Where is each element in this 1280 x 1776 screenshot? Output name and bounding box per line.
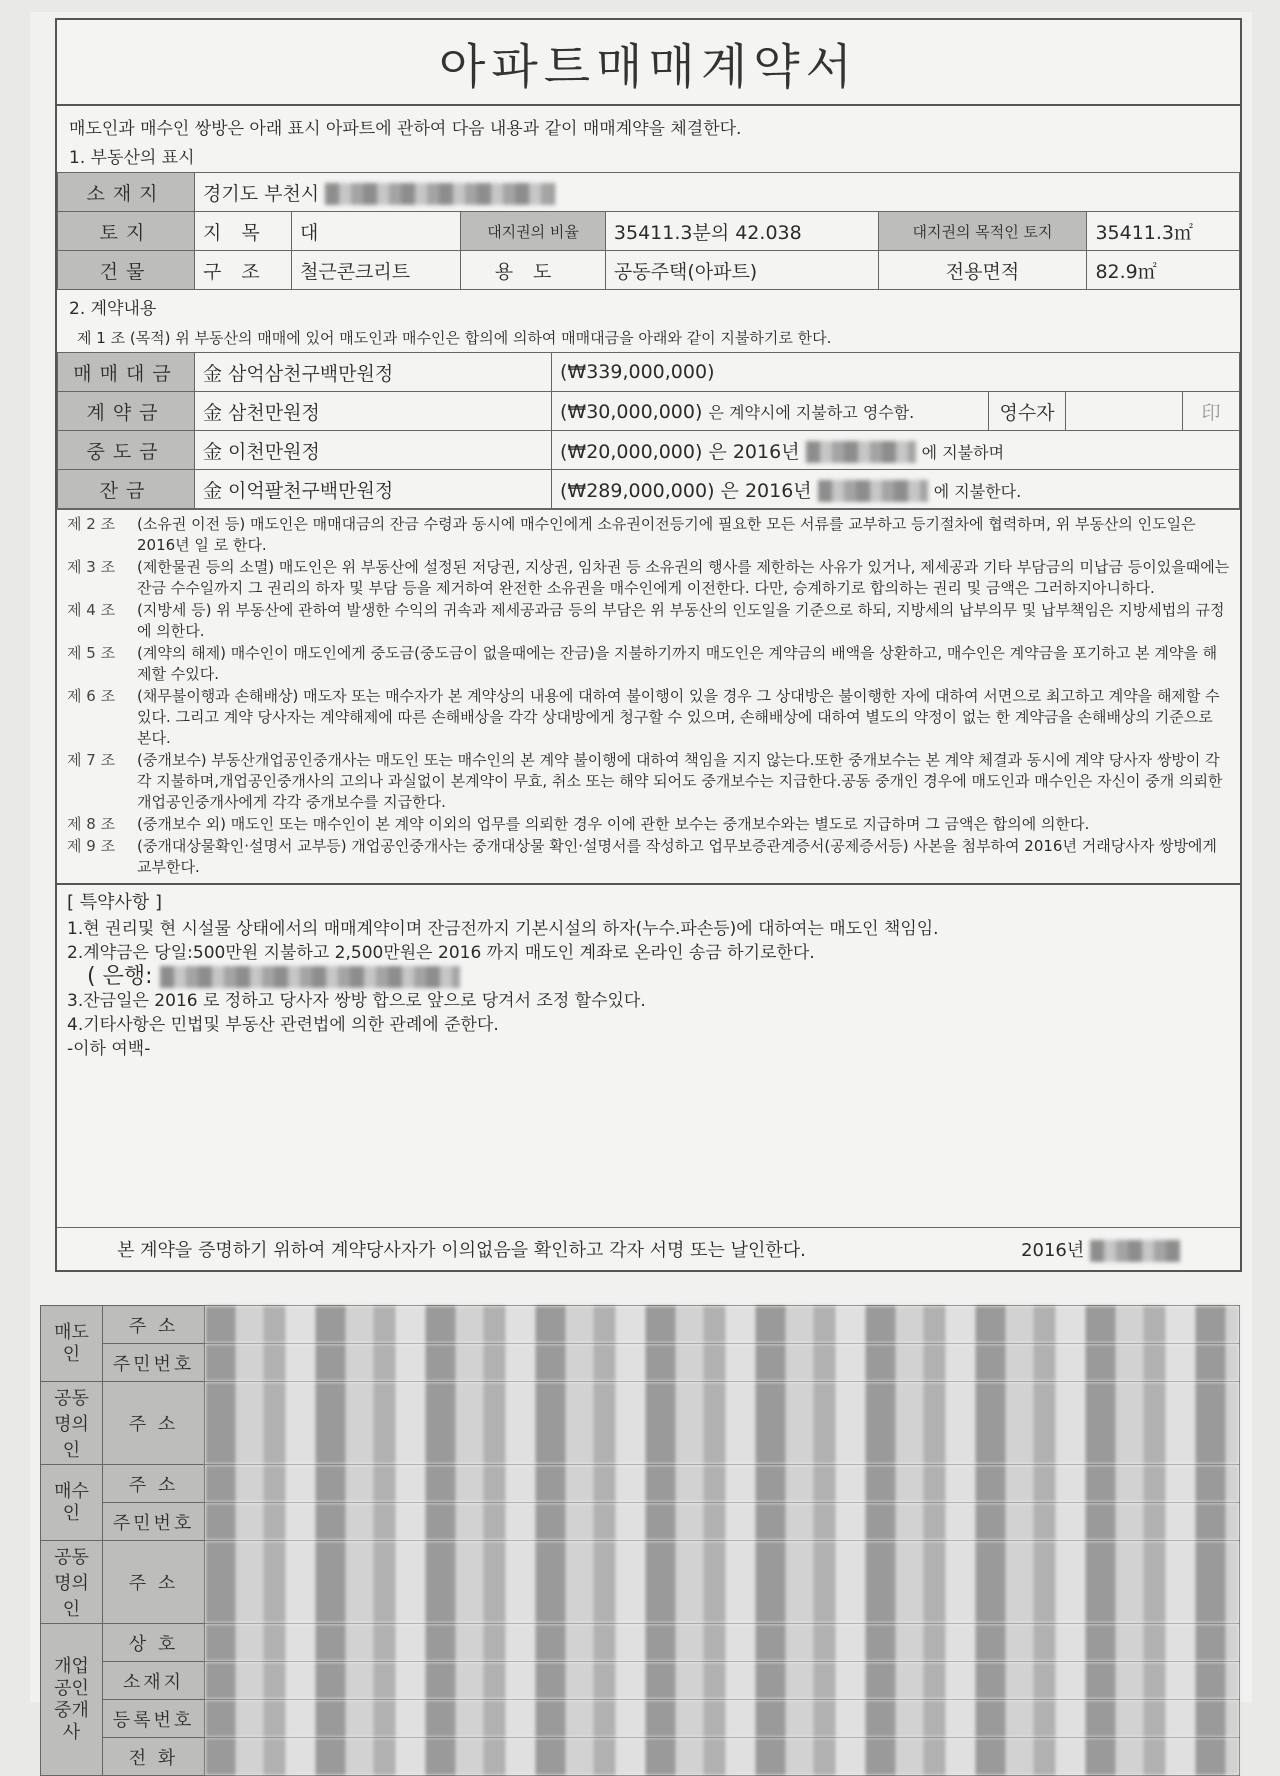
article-1: 제 1 조 (목적) 위 부동산의 매매에 있어 매도인과 매수인은 합의에 의하여 매매대금을 아래와 같이 지불하기로 한다.	[77, 329, 832, 347]
joint-owner-label: 공동명의인	[41, 1382, 103, 1465]
document-title: 아파트매매계약서	[57, 20, 1240, 106]
redacted-date	[818, 480, 928, 502]
field-label: 주 소	[103, 1306, 205, 1344]
ratio-label: 대지권의 비율	[461, 212, 606, 251]
receipt-signature	[1066, 392, 1183, 431]
redacted-field	[205, 1465, 1240, 1503]
land-right-value: 35411.3㎡	[1087, 212, 1240, 251]
clause: 제 3 조 (제한물권 등의 소멸) 매도인은 위 부동산에 설정된 저당권, 지상권, 임차권 등 소유권의 행사를 제한하는 사유가 있거나, 제세공과 기타 부담금의 미납금 등이있을때에는 잔금 수수일까지 그 권리의 하자 및 부담 등을 제거하여 완전한 소유권을 매수인에게 이전한다. 다만, 승계하기로 합의하는 권리 및 금액은 그러하지아니하다.	[67, 558, 1230, 597]
location-value: 경기도 부천시	[195, 173, 1240, 212]
seal-mark: 印	[1183, 392, 1240, 431]
clause: 제 8 조 (중개보수 외) 매도인 또는 매수인이 본 계약 이외의 업무를 의뢰한 경우 이에 관한 보수는 중개보수와는 별도로 지급하며 그 금액은 합의에 의한다.	[67, 815, 1090, 833]
payment-amount: (₩339,000,000)	[552, 353, 1240, 392]
redacted-field	[205, 1541, 1240, 1624]
payment-table	[57, 352, 1240, 509]
property-table	[57, 172, 1240, 290]
redacted-field	[205, 1738, 1240, 1776]
use-label: 용도	[461, 251, 606, 290]
land-category-value: 대	[292, 212, 461, 251]
contract-document	[55, 18, 1242, 1272]
location-label: 소재지	[58, 173, 195, 212]
field-label: 주 소	[103, 1541, 205, 1624]
redacted-field	[205, 1344, 1240, 1382]
clause: 제 5 조 (계약의 해제) 매수인이 매도인에게 중도금(중도금이 없을때에는 잔금)을 지불하기까지 매도인은 계약금의 배액을 상환하고, 매수인은 계약금을 포기하고 본 계약을 해제할 수있다.	[67, 644, 1218, 683]
redacted-date	[806, 441, 916, 463]
payment-label: 중도금	[58, 431, 195, 470]
special-line: ( 은행:	[67, 965, 1230, 989]
agent-label: 개업공인중개사	[41, 1624, 103, 1776]
field-label: 소재지	[103, 1662, 205, 1700]
redacted-field	[205, 1306, 1240, 1344]
receipt-label: 영수자	[989, 392, 1066, 431]
seller-label: 매도인	[41, 1306, 103, 1382]
land-label: 토지	[58, 212, 195, 251]
clause: 제 6 조 (채무불이행과 손해배상) 매도자 또는 매수자가 본 계약상의 내용에 대하여 불이행이 있을 경우 그 상대방은 불이행한 자에 대하여 서면으로 최고하고 계약을 해제할 수 있다. 그리고 계약 당사자는 계약해제에 따른 손해배상을 각각 상대방에게 청구할 수 있으며, 손해배상에 대하여 별도의 약정이 없는 한 계약금을 손해배상의 기준으로 본다.	[67, 687, 1220, 747]
field-label: 주 소	[103, 1382, 205, 1465]
building-label: 건물	[58, 251, 195, 290]
special-line: 1.현 권리및 현 시설물 상태에서의 매매계약이며 잔금전까지 기본시설의 하자(누수.파손등)에 대하여는 매도인 책임임.	[67, 919, 939, 939]
special-line: 3.잔금일은 2016 로 정하고 당사자 쌍방 합으로 앞으로 당겨서 조정 할수있다.	[67, 991, 646, 1011]
redacted-address	[325, 183, 555, 205]
field-label: 주 소	[103, 1465, 205, 1503]
redacted-account	[160, 966, 460, 988]
field-label: 전 화	[103, 1738, 205, 1776]
special-line: -이하 여백-	[67, 1039, 151, 1059]
redacted-field	[205, 1624, 1240, 1662]
land-category-label: 지목	[195, 212, 292, 251]
sign-date: 2016년	[1021, 1236, 1180, 1262]
payment-label: 잔금	[58, 470, 195, 509]
ratio-value: 35411.3분의 42.038	[605, 212, 878, 251]
clause: 제 7 조 (중개보수) 부동산개업공인중개사는 매도인 또는 매수인의 본 계약 불이행에 대하여 책임을 지지 않는다.또한 중개보수는 본 계약 체결과 동시에 계약 당사자 쌍방이 각각 지불하며,개업공인중개사의 고의나 과실없이 본계약이 무효, 취소 또는 해약 되어도 중개보수는 지급한다.공동 중개인 경우에 매도인과 매수인은 자신이 중개 의뢰한 개업공인중개사에게 각각 중개보수를 지급한다.	[67, 751, 1223, 811]
clause: 제 9 조 (중개대상물확인·설명서 교부등) 개업공인중개사는 중개대상물 확인·설명서를 작성하고 업무보증관계증서(공제증서등) 사본을 첨부하여 2016년 거래당사자 쌍방에게 교부한다.	[67, 837, 1217, 876]
special-terms	[57, 883, 1240, 1227]
special-line: 4.기타사항은 민법및 부동산 관련법에 의한 관례에 준한다.	[67, 1015, 499, 1035]
parties-table	[40, 1305, 1240, 1776]
payment-amount: (₩30,000,000) 은 계약시에 지불하고 영수함.	[552, 392, 989, 431]
clause: 제 2 조 (소유권 이전 등) 매도인은 매매대금의 잔금 수령과 동시에 매수인에게 소유권이전등기에 필요한 모든 서류를 교부하고 등기절차에 협력하며, 위 부동산의 인도일은 2016년 일 로 한다.	[67, 515, 1196, 554]
area-value: 82.9㎡	[1087, 251, 1240, 290]
payment-label: 계약금	[58, 392, 195, 431]
redacted-field	[205, 1700, 1240, 1738]
clause: 제 4 조 (지방세 등) 위 부동산에 관하여 발생한 수익의 귀속과 제세공과금 등의 부담은 위 부동산의 인도일을 기준으로 하되, 지방세의 납부의무 및 납부책임은 지방세법의 규정에 의한다.	[67, 601, 1225, 640]
redacted-field	[205, 1503, 1240, 1541]
use-value: 공동주택(아파트)	[605, 251, 878, 290]
section-2-heading: 2. 계약내용	[69, 299, 157, 319]
area-label: 전용면적	[878, 251, 1087, 290]
land-right-label: 대지권의 목적인 토지	[878, 212, 1087, 251]
payment-korean: 金 삼천만원정	[195, 392, 552, 431]
payment-korean: 金 이천만원정	[195, 431, 552, 470]
signature-statement	[57, 1227, 1240, 1270]
field-label: 등록번호	[103, 1700, 205, 1738]
structure-value: 철근콘크리트	[292, 251, 461, 290]
redacted-date	[1090, 1240, 1180, 1262]
field-label: 주민번호	[103, 1344, 205, 1382]
redacted-field	[205, 1382, 1240, 1465]
field-label: 주민번호	[103, 1503, 205, 1541]
sign-text: 본 계약을 증명하기 위하여 계약당사자가 이의없음을 확인하고 각자 서명 또는 날인한다.	[117, 1240, 806, 1261]
intro-text: 매도인과 매수인 쌍방은 아래 표시 아파트에 관하여 다음 내용과 같이 매매계약을 체결한다.	[69, 119, 742, 139]
section-1-heading: 1. 부동산의 표시	[69, 148, 195, 168]
payment-amount: (₩20,000,000) 은 2016년 에 지불하며	[552, 431, 1240, 470]
clauses	[57, 509, 1240, 883]
joint-owner-label: 공동명의인	[41, 1541, 103, 1624]
special-line: 2.계약금은 당일:500만원 지불하고 2,500만원은 2016 까지 매도인 계좌로 온라인 송금 하기로한다.	[67, 943, 815, 963]
field-label: 상 호	[103, 1624, 205, 1662]
payment-korean: 金 삼억삼천구백만원정	[195, 353, 552, 392]
payment-korean: 金 이억팔천구백만원정	[195, 470, 552, 509]
payment-amount: (₩289,000,000) 은 2016년 에 지불한다.	[552, 470, 1240, 509]
redacted-field	[205, 1662, 1240, 1700]
special-terms-title: [ 특약사항 ]	[67, 892, 163, 913]
buyer-label: 매수인	[41, 1465, 103, 1541]
structure-label: 구조	[195, 251, 292, 290]
payment-label: 매매대금	[58, 353, 195, 392]
